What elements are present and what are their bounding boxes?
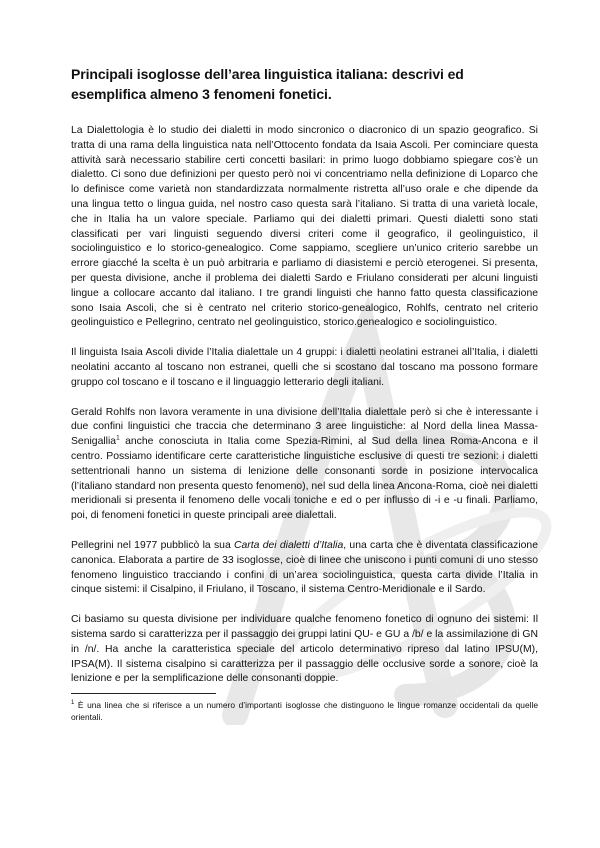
paragraph-text: Il linguista Isaia Ascoli divide l’Italia dialettale un 4 gruppi: i dialetti neolatini estranei all’Italia, i dialetti neolatini accanto al toscano non estranei, quelli che si scostano dal toscano ma possono formare gruppo col toscano e il toscano e il linguaggio letterario degli italiani. xyxy=(71,347,538,388)
paragraph-rohlfs xyxy=(71,406,538,524)
document-title: Principali isoglosse dell’area linguistica italiana: descrivi ed esemplifica almeno 3 fenomeni fonetici. xyxy=(71,66,464,102)
footnote xyxy=(71,700,538,723)
paragraph-ascoli xyxy=(71,346,538,390)
book-title: Carta dei dialetti d’Italia xyxy=(234,539,344,551)
paragraph-text: Pellegrini nel 1977 pubblicò la sua xyxy=(71,539,235,551)
paragraph-text: La Dialettologia è lo studio dei dialetti in modo sincronico o diacronico di un spazio geografico. Si tratta di una rama della linguistica nata nell’Ottocento fondata da Isaia Ascoli. Per cominciare questa attività sarà necessario stabilire certi concetti basilari: in primo luogo dobbiamo spiegare cos’è un dialetto. Ci sono due definizioni per questo però noi vi concentriamo nella definizione di Loparco che lo definisce come varietà non standardizzata normalmente ristretta all’uso orale e che dipende da una lingua tetto o lingua guida, nel nostro caso questa sarà l’italiano. Si tratta di una varietà locale, che in Italia ha un valore speciale. Parliamo qui dei dialetti primari. Questi dialetti sono stati classificati per vari linguisti seguendo diversi criteri come il geografico, il geolinguistico, il sociolinguistico e lo storico-genealogico. Come sappiamo, scegliere un’unico criterio sarebbe un errore giacché la scelta è un può arbitraria e parliamo di diasistemi e perciò eterogenei. Si presenta, per questa divisione, anche il problema dei dialetti Sardo e Friulano considerati per alcuni linguisti lingue a collocare accanto dal italiano. I tre grandi linguisti che hanno fatto questa classificazione sono Isaia Ascoli, che si è centrato nel criterio storico-genealogico, Rohlfs, centrato nel criterio geolinguistico e Pellegrino, centrato nel geolinguistico, storico.genealogico e sociolinguistico. xyxy=(71,125,538,329)
footnote-text: È una linea che si riferisce a un numero d’importanti isoglosse che distinguono le lingue romanze occidentali da quelle orientali. xyxy=(71,700,538,722)
footnote-marker: 1 xyxy=(71,700,75,707)
paragraph-text: anche conosciuta in Italia come Spezia-Rimini, al Sud della linea Roma-Ancona e il centro. Possiamo identificare certe caratteristiche linguistiche esclusive di questi tre sezioni: i dialetti settentrionali hanno un sistema di lenizione delle consonanti sorde in posizione intervocalica (l’italiano standard non presenta questo fenomeno), nel sud della linea Ancona-Roma, cioè nei dialetti meridionali si presenta il fenomeno delle vocali toniche e ed o per influsso di -i e -u finali. Parliamo, poi, di fenomeni fonetici in queste principali aree dialettali. xyxy=(71,436,538,522)
paragraph-pellegrini xyxy=(71,539,538,598)
paragraph-dialettologia xyxy=(71,124,538,331)
paragraph-text: Gerald Rohlfs non lavora veramente in una divisione dell’Italia dialettale però si che è interessante i due confini linguistici che traccia che determinano 3 aree linguistiche: al Nord della linea Massa-Senigallia xyxy=(71,406,538,448)
document-page xyxy=(71,64,538,723)
paragraph-text: Ci basiamo su questa divisione per individuare qualche fenomeno fonetico di ognuno dei sistemi: Il sistema sardo si caratterizza per il passaggio dei gruppi latini QU- e GU a /b/ e la assimilazione di GN in /n/. Ha anche la caratteristica speciale del articolo determinativo ripreso dal latino IPSU(M), IPSA(M). Il sistema cisalpino si caratterizza per il passaggio delle occlusive sorde a sonore, cioè la lenizione e per la semplificazione delle consonanti doppie. xyxy=(71,614,538,685)
footnote-reference[interactable]: 1 xyxy=(116,434,120,442)
paragraph-text: , una carta che è diventata classificazione canonica. Elaborata a partire de 33 isoglosse, cioè di linee che uniscono i punti comuni di uno stesso fenomeno linguistico tracciando i confini di un’area sociolinguistica, questa carta divide l’Italia in cinque sistemi: il Cisalpino, il Friulano, il Toscano, il sistema Centro-Meridionale e il Sardo. xyxy=(71,539,538,596)
paragraph-sistemi xyxy=(71,613,538,687)
footnote-separator xyxy=(71,693,216,694)
